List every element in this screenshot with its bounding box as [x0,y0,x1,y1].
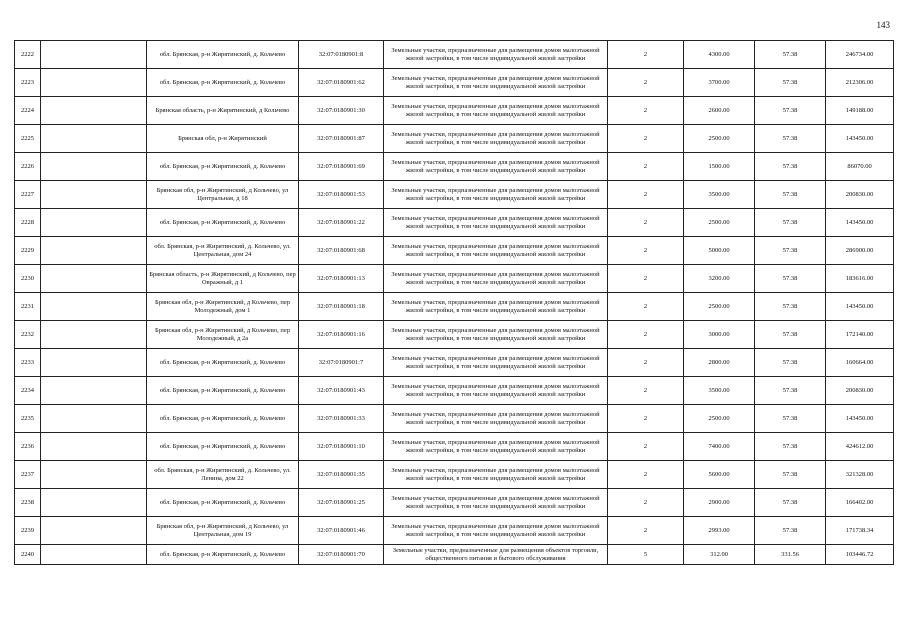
cadastral-number-cell: 32:07:0180901:8 [299,41,384,69]
group-cell: 2 [608,153,684,181]
group-cell: 2 [608,461,684,489]
rate-cell: 57.38 [755,293,826,321]
cadastral-number-cell: 32:07:0180901:25 [299,489,384,517]
row-number-cell: 2233 [15,349,41,377]
table-row [15,517,894,545]
purpose-cell: Земельные участки, предназначенные для размещения домов малоэтажной жилой застройки, в том числе индивидуальной жилой застройки [384,489,608,517]
row-empty-cell [41,545,147,565]
table-row [15,209,894,237]
rate-cell: 57.38 [755,517,826,545]
row-number-cell: 2223 [15,69,41,97]
row-empty-cell [41,97,147,125]
page-number: 143 [876,20,890,30]
cadastral-value-cell: 166402.00 [826,489,894,517]
address-cell: обл. Брянская, р-н Жирятинский, д. Кольчево, ул. Ленина, дом 22 [147,461,299,489]
cadastral-value-cell: 160664.00 [826,349,894,377]
group-cell: 2 [608,321,684,349]
purpose-cell: Земельные участки, предназначенные для размещения домов малоэтажной жилой застройки, в том числе индивидуальной жилой застройки [384,293,608,321]
group-cell: 2 [608,237,684,265]
row-empty-cell [41,405,147,433]
cadastral-number-cell: 32:07:0180901:87 [299,125,384,153]
table-row [15,125,894,153]
cadastral-number-cell: 32:07:0180901:46 [299,517,384,545]
purpose-cell: Земельные участки, предназначенные для размещения домов малоэтажной жилой застройки, в том числе индивидуальной жилой застройки [384,377,608,405]
row-empty-cell [41,321,147,349]
area-cell: 312.00 [684,545,755,565]
table-row [15,69,894,97]
area-cell: 2993.00 [684,517,755,545]
purpose-cell: Земельные участки, предназначенные для размещения домов малоэтажной жилой застройки, в том числе индивидуальной жилой застройки [384,405,608,433]
cadastral-number-cell: 32:07:0180901:62 [299,69,384,97]
row-empty-cell [41,517,147,545]
rate-cell: 57.38 [755,405,826,433]
group-cell: 2 [608,97,684,125]
address-cell: обл. Брянская, р-н Жирятинский, д. Кольчево [147,433,299,461]
rate-cell: 57.38 [755,41,826,69]
purpose-cell: Земельные участки, предназначенные для размещения домов малоэтажной жилой застройки, в том числе индивидуальной жилой застройки [384,153,608,181]
row-empty-cell [41,69,147,97]
address-cell: обл. Брянская, р-н Жирятинский, д. Кольчево [147,209,299,237]
purpose-cell: Земельные участки, предназначенные для размещения объектов торговли, общественного питания и бытового обслуживания [384,545,608,565]
group-cell: 2 [608,405,684,433]
row-empty-cell [41,153,147,181]
address-cell: обл. Брянская, р-н Жирятинский, д. Кольчево, ул. Центральная, дом 24 [147,237,299,265]
address-cell: Брянская обл, р-н Жирятинский, д Кольчево, ул Центральная, дом 19 [147,517,299,545]
row-empty-cell [41,237,147,265]
row-empty-cell [41,489,147,517]
rate-cell: 57.38 [755,237,826,265]
cadastral-value-cell: 321328.00 [826,461,894,489]
rate-cell: 57.38 [755,321,826,349]
cadastral-value-cell: 171738.34 [826,517,894,545]
table-row [15,97,894,125]
cadastral-number-cell: 32:07:0180901:18 [299,293,384,321]
group-cell: 2 [608,41,684,69]
group-cell: 2 [608,209,684,237]
row-number-cell: 2227 [15,181,41,209]
cadastral-value-cell: 103446.72 [826,545,894,565]
cadastral-number-cell: 32:07:0180901:30 [299,97,384,125]
rate-cell: 57.38 [755,461,826,489]
area-cell: 5600.00 [684,461,755,489]
area-cell: 2500.00 [684,125,755,153]
purpose-cell: Земельные участки, предназначенные для размещения домов малоэтажной жилой застройки, в том числе индивидуальной жилой застройки [384,237,608,265]
cadastral-value-cell: 143450.00 [826,209,894,237]
cadastral-number-cell: 32:07:0180901:13 [299,265,384,293]
row-empty-cell [41,181,147,209]
group-cell: 2 [608,125,684,153]
row-empty-cell [41,41,147,69]
area-cell: 2900.00 [684,489,755,517]
land-registry-table [14,40,894,565]
row-number-cell: 2236 [15,433,41,461]
row-number-cell: 2235 [15,405,41,433]
address-cell: обл. Брянская, р-н Жирятинский, д. Кольчево [147,69,299,97]
purpose-cell: Земельные участки, предназначенные для размещения домов малоэтажной жилой застройки, в том числе индивидуальной жилой застройки [384,97,608,125]
area-cell: 4300.00 [684,41,755,69]
cadastral-value-cell: 200830.00 [826,377,894,405]
address-cell: обл. Брянская, р-н Жирятинский, д. Кольчево [147,41,299,69]
table-row [15,41,894,69]
cadastral-value-cell: 143450.00 [826,293,894,321]
table-row [15,265,894,293]
row-empty-cell [41,461,147,489]
address-cell: обл. Брянская, р-н Жирятинский, д. Кольчево [147,405,299,433]
row-empty-cell [41,209,147,237]
cadastral-number-cell: 32:07:0180901:7 [299,349,384,377]
group-cell: 2 [608,489,684,517]
cadastral-number-cell: 32:07:0180901:70 [299,545,384,565]
rate-cell: 331.56 [755,545,826,565]
row-number-cell: 2222 [15,41,41,69]
cadastral-value-cell: 143450.00 [826,405,894,433]
row-number-cell: 2228 [15,209,41,237]
cadastral-number-cell: 32:07:0180901:10 [299,433,384,461]
purpose-cell: Земельные участки, предназначенные для размещения домов малоэтажной жилой застройки, в том числе индивидуальной жилой застройки [384,209,608,237]
table-row [15,433,894,461]
address-cell: обл. Брянская, р-н Жирятинский, д. Кольчево [147,489,299,517]
area-cell: 7400.00 [684,433,755,461]
group-cell: 2 [608,377,684,405]
rate-cell: 57.38 [755,125,826,153]
row-number-cell: 2240 [15,545,41,565]
group-cell: 2 [608,181,684,209]
address-cell: Брянская обл, р-н Жирятинский, д Кольчево, пер Молодежный, дом 1 [147,293,299,321]
table-row [15,461,894,489]
rate-cell: 57.38 [755,69,826,97]
rate-cell: 57.38 [755,489,826,517]
purpose-cell: Земельные участки, предназначенные для размещения домов малоэтажной жилой застройки, в том числе индивидуальной жилой застройки [384,181,608,209]
table-row [15,349,894,377]
row-number-cell: 2225 [15,125,41,153]
table-row [15,293,894,321]
cadastral-value-cell: 424612.00 [826,433,894,461]
group-cell: 2 [608,69,684,97]
rate-cell: 57.38 [755,181,826,209]
address-cell: обл. Брянская, р-н Жирятинский, д. Кольчево [147,349,299,377]
area-cell: 3000.00 [684,321,755,349]
cadastral-number-cell: 32:07:0180901:43 [299,377,384,405]
row-number-cell: 2232 [15,321,41,349]
cadastral-number-cell: 32:07:0180901:69 [299,153,384,181]
table-row [15,545,894,565]
table-row [15,181,894,209]
address-cell: обл. Брянская, р-н Жирятинский, д. Кольчево [147,153,299,181]
group-cell: 2 [608,517,684,545]
row-empty-cell [41,293,147,321]
area-cell: 1500.00 [684,153,755,181]
area-cell: 2800.00 [684,349,755,377]
cadastral-value-cell: 212306.00 [826,69,894,97]
cadastral-value-cell: 149188.00 [826,97,894,125]
group-cell: 2 [608,349,684,377]
row-empty-cell [41,265,147,293]
row-empty-cell [41,433,147,461]
row-number-cell: 2237 [15,461,41,489]
cadastral-value-cell: 143450.00 [826,125,894,153]
row-number-cell: 2234 [15,377,41,405]
area-cell: 2500.00 [684,405,755,433]
purpose-cell: Земельные участки, предназначенные для размещения домов малоэтажной жилой застройки, в том числе индивидуальной жилой застройки [384,461,608,489]
address-cell: Брянская область, р-н Жирятинский, д Кольчево, пер Овражный, д 1 [147,265,299,293]
rate-cell: 57.38 [755,153,826,181]
purpose-cell: Земельные участки, предназначенные для размещения домов малоэтажной жилой застройки, в том числе индивидуальной жилой застройки [384,125,608,153]
area-cell: 3500.00 [684,377,755,405]
purpose-cell: Земельные участки, предназначенные для размещения домов малоэтажной жилой застройки, в том числе индивидуальной жилой застройки [384,517,608,545]
row-empty-cell [41,349,147,377]
row-number-cell: 2230 [15,265,41,293]
table-body [15,41,894,565]
table-row [15,405,894,433]
cadastral-value-cell: 183616.00 [826,265,894,293]
group-cell: 5 [608,545,684,565]
table-row [15,321,894,349]
row-number-cell: 2224 [15,97,41,125]
purpose-cell: Земельные участки, предназначенные для размещения домов малоэтажной жилой застройки, в том числе индивидуальной жилой застройки [384,321,608,349]
address-cell: Брянская обл, р-н Жирятинский, д Кольчево, пер Молодежный, д 2а [147,321,299,349]
purpose-cell: Земельные участки, предназначенные для размещения домов малоэтажной жилой застройки, в том числе индивидуальной жилой застройки [384,265,608,293]
table-row [15,153,894,181]
area-cell: 5000.00 [684,237,755,265]
rate-cell: 57.38 [755,97,826,125]
cadastral-number-cell: 32:07:0180901:53 [299,181,384,209]
cadastral-number-cell: 32:07:0180901:22 [299,209,384,237]
group-cell: 2 [608,433,684,461]
group-cell: 2 [608,293,684,321]
table-row [15,377,894,405]
row-number-cell: 2238 [15,489,41,517]
cadastral-number-cell: 32:07:0180901:35 [299,461,384,489]
rate-cell: 57.38 [755,433,826,461]
table-row [15,237,894,265]
cadastral-value-cell: 200830.00 [826,181,894,209]
cadastral-value-cell: 246734.00 [826,41,894,69]
row-empty-cell [41,125,147,153]
table-row [15,489,894,517]
cadastral-value-cell: 172140.00 [826,321,894,349]
cadastral-value-cell: 86070.00 [826,153,894,181]
rate-cell: 57.38 [755,377,826,405]
address-cell: Брянская обл, р-н Жирятинский, д Кольчево, ул Центральная, д 18 [147,181,299,209]
row-number-cell: 2229 [15,237,41,265]
area-cell: 2500.00 [684,209,755,237]
purpose-cell: Земельные участки, предназначенные для размещения домов малоэтажной жилой застройки, в том числе индивидуальной жилой застройки [384,69,608,97]
rate-cell: 57.38 [755,265,826,293]
purpose-cell: Земельные участки, предназначенные для размещения домов малоэтажной жилой застройки, в том числе индивидуальной жилой застройки [384,41,608,69]
address-cell: обл. Брянская, р-н Жирятинский, д. Кольчево [147,377,299,405]
address-cell: Брянская обл, р-н Жирятинский [147,125,299,153]
row-empty-cell [41,377,147,405]
row-number-cell: 2231 [15,293,41,321]
purpose-cell: Земельные участки, предназначенные для размещения домов малоэтажной жилой застройки, в том числе индивидуальной жилой застройки [384,433,608,461]
address-cell: Брянская область, р-н Жирятинский, д Кольчево [147,97,299,125]
cadastral-number-cell: 32:07:0180901:16 [299,321,384,349]
rate-cell: 57.38 [755,349,826,377]
address-cell: обл. Брянская, р-н Жирятинский, д. Кольчево [147,545,299,565]
area-cell: 2500.00 [684,293,755,321]
row-number-cell: 2239 [15,517,41,545]
rate-cell: 57.38 [755,209,826,237]
area-cell: 3700.00 [684,69,755,97]
cadastral-value-cell: 286900.00 [826,237,894,265]
area-cell: 3500.00 [684,181,755,209]
area-cell: 3200.00 [684,265,755,293]
group-cell: 2 [608,265,684,293]
area-cell: 2600.00 [684,97,755,125]
row-number-cell: 2226 [15,153,41,181]
purpose-cell: Земельные участки, предназначенные для размещения домов малоэтажной жилой застройки, в том числе индивидуальной жилой застройки [384,349,608,377]
cadastral-number-cell: 32:07:0180901:33 [299,405,384,433]
cadastral-number-cell: 32:07:0180901:68 [299,237,384,265]
